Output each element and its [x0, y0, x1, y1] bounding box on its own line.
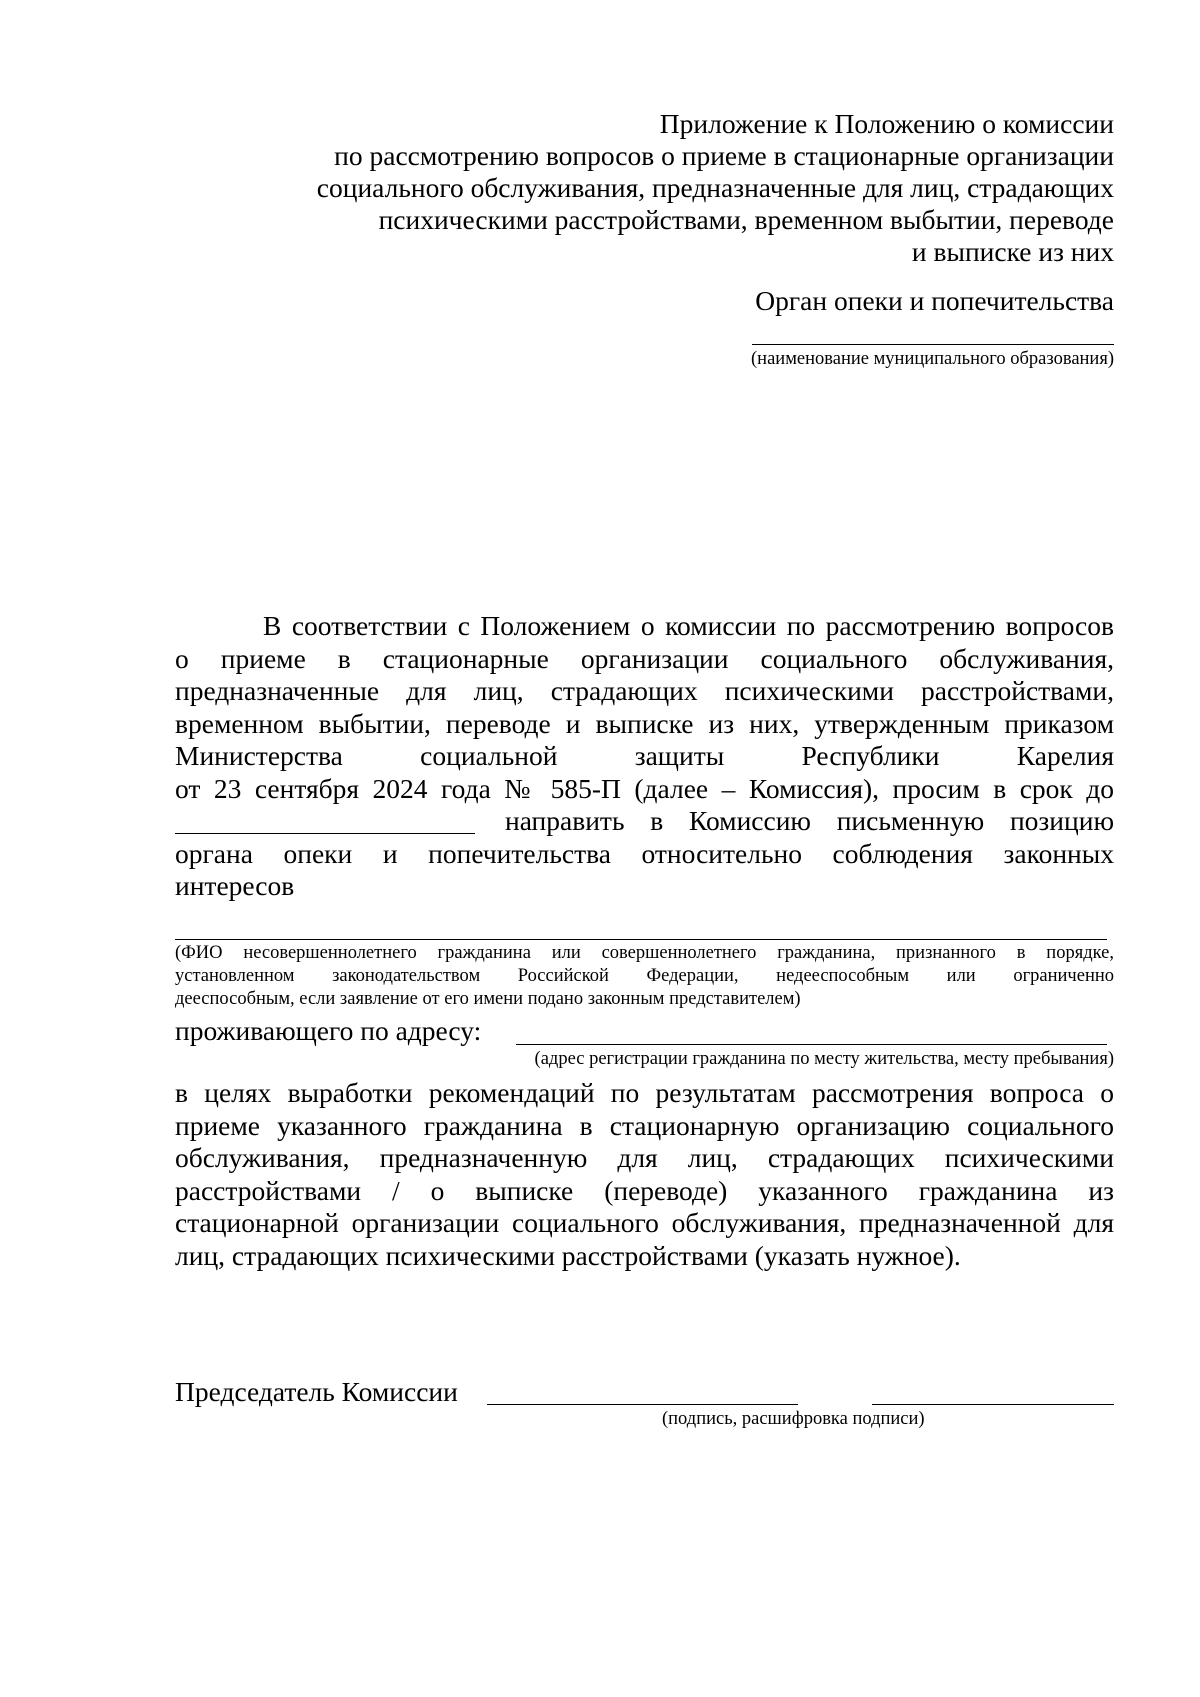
signature-blank-line[interactable]	[487, 1404, 798, 1405]
para-line: о приеме в стационарные организации социального обслуживания,	[175, 642, 1114, 674]
header-line: социального обслуживания, предназначенные для лиц, страдающих	[316, 172, 1114, 203]
signature-decoding-blank-line[interactable]	[872, 1404, 1114, 1405]
fio-blank-line[interactable]	[175, 939, 1107, 940]
caption-line: (ФИО несовершеннолетнего гражданина или совершеннолетнего гражданина, признанного в порядке,	[175, 943, 1114, 963]
header-line: Приложение к Положению о комиссии	[659, 108, 1114, 139]
caption-line: установленном законодательством Российской Федерации, недееспособным или ограниченно	[175, 966, 1114, 986]
purpose-paragraph	[175, 1077, 1114, 1272]
signature-caption: (подпись, расшифровка подписи)	[662, 1409, 925, 1429]
caption-line: дееспособным, если заявление от его имени подано законным представителем)	[175, 989, 801, 1009]
header-line: по рассмотрению вопросов о приеме в стационарные организации	[334, 140, 1114, 171]
para-line: предназначенные для лиц, страдающих психическими расстройствами,	[175, 675, 1114, 706]
municipality-caption: (наименование муниципального образования)	[751, 349, 1114, 369]
deadline-line	[175, 805, 1114, 838]
para-line: лиц, страдающих психическими расстройствами (указать нужное).	[175, 1239, 961, 1271]
para-line: приеме указанного гражданина в стационарную организацию социального	[175, 1109, 1114, 1141]
address-caption: (адрес регистрации гражданина по месту жительства, месту пребывания)	[534, 1049, 1114, 1069]
deadline-blank-line[interactable]	[175, 833, 475, 834]
para-line: В соответствии с Положением о комиссии по рассмотрению вопросов	[263, 610, 1114, 641]
address-label: проживающего по адресу:	[175, 1015, 482, 1046]
request-paragraph	[175, 610, 1114, 903]
municipality-blank-line[interactable]	[752, 344, 1114, 345]
para-line: расстройствами / о выписке (переводе) указанного гражданина из	[175, 1174, 1114, 1206]
chairman-label: Председатель Комиссии	[175, 1376, 458, 1407]
header-line: и выписке из них	[911, 236, 1114, 267]
para-line: стационарной организации социального обслуживания, предназначенной для	[175, 1207, 1114, 1238]
para-line: органа опеки и попечительства относительно соблюдения законных	[175, 837, 1114, 869]
para-line: от 23 сентября 2024 года № 585-П (далее – Комиссия), просим в срок до	[175, 772, 1114, 804]
address-blank-line[interactable]	[516, 1044, 1107, 1045]
para-line: временном выбытии, переводе и выписке из них, утвержденным приказом	[175, 707, 1114, 739]
para-line: интересов	[175, 870, 295, 901]
recipient-title: Орган опеки и попечительства	[755, 285, 1114, 316]
fio-caption	[175, 942, 1114, 1011]
para-line: в целях выработки рекомендаций по результатам рассмотрения вопроса о	[175, 1077, 1114, 1108]
header-line: психическими расстройствами, временном выбытии, переводе	[378, 204, 1114, 235]
para-line: обслуживания, предназначенную для лиц, страдающих психическими	[175, 1142, 1114, 1173]
para-line: направить в Комиссию письменную позицию	[505, 805, 1114, 836]
para-line: Министерства социальной защиты Республики Карелия	[175, 740, 1114, 771]
appendix-header	[254, 108, 1114, 268]
